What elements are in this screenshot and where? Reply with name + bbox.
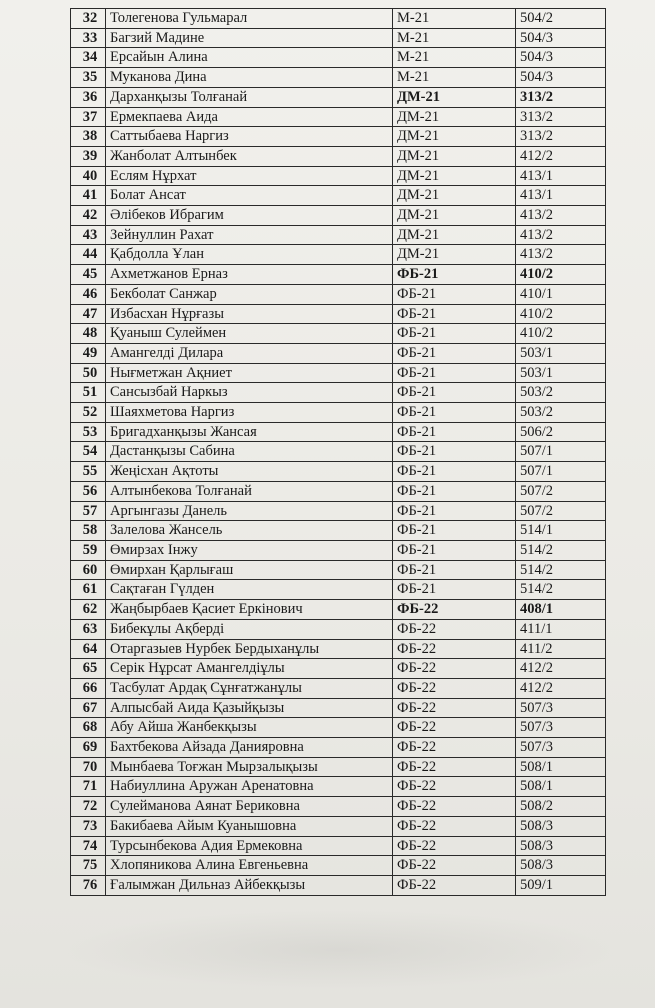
row-number: 60 — [71, 560, 106, 580]
room-number: 507/2 — [516, 501, 606, 521]
row-number: 52 — [71, 403, 106, 423]
group-code: ФБ-21 — [393, 403, 516, 423]
table-row — [71, 856, 606, 876]
room-number: 411/1 — [516, 619, 606, 639]
row-number: 70 — [71, 757, 106, 777]
student-name: Набиуллина Аружан Аренатовна — [106, 777, 393, 797]
room-number: 514/2 — [516, 580, 606, 600]
room-number: 514/1 — [516, 521, 606, 541]
row-number: 47 — [71, 304, 106, 324]
table-row — [71, 186, 606, 206]
table-row — [71, 560, 606, 580]
room-number: 413/2 — [516, 245, 606, 265]
student-name: Толегенова Гульмарал — [106, 9, 393, 29]
student-name: Абу Айша Жанбекқызы — [106, 718, 393, 738]
group-code: ФБ-21 — [393, 462, 516, 482]
student-name: Избасхан Нұрғазы — [106, 304, 393, 324]
student-name: Еслям Нұрхат — [106, 166, 393, 186]
table-row — [71, 442, 606, 462]
room-number: 410/2 — [516, 324, 606, 344]
student-name: Турсынбекова Адия Ермековна — [106, 836, 393, 856]
room-number: 506/2 — [516, 422, 606, 442]
row-number: 62 — [71, 600, 106, 620]
room-number: 508/1 — [516, 777, 606, 797]
student-name: Өмирзах Інжу — [106, 540, 393, 560]
row-number: 72 — [71, 797, 106, 817]
student-name: Отаргазыев Нурбек Бердыханұлы — [106, 639, 393, 659]
student-name: Бригадханқызы Жансая — [106, 422, 393, 442]
row-number: 54 — [71, 442, 106, 462]
student-name: Муканова Дина — [106, 68, 393, 88]
table-row — [71, 501, 606, 521]
student-name: Аргынгазы Данель — [106, 501, 393, 521]
student-name: Бибекұлы Ақберді — [106, 619, 393, 639]
scan-smudge — [60, 910, 620, 990]
student-name: Багзий Мадине — [106, 28, 393, 48]
group-code: ФБ-22 — [393, 875, 516, 895]
room-number: 413/2 — [516, 206, 606, 226]
student-name: Мынбаева Тоғжан Мырзалықызы — [106, 757, 393, 777]
group-code: ФБ-22 — [393, 757, 516, 777]
row-number: 66 — [71, 678, 106, 698]
table-row — [71, 619, 606, 639]
table-row — [71, 127, 606, 147]
group-code: ФБ-21 — [393, 284, 516, 304]
group-code: ДМ-21 — [393, 166, 516, 186]
row-number: 45 — [71, 265, 106, 285]
table-row — [71, 540, 606, 560]
room-number: 508/3 — [516, 836, 606, 856]
room-number: 313/2 — [516, 127, 606, 147]
student-name: Бакибаева Айым Куанышовна — [106, 816, 393, 836]
student-room-table — [70, 8, 606, 896]
group-code: М-21 — [393, 28, 516, 48]
table-row — [71, 738, 606, 758]
group-code: ДМ-21 — [393, 87, 516, 107]
group-code: ФБ-22 — [393, 816, 516, 836]
row-number: 55 — [71, 462, 106, 482]
table-row — [71, 9, 606, 29]
student-name: Алпысбай Аида Қазыйқызы — [106, 698, 393, 718]
row-number: 38 — [71, 127, 106, 147]
student-name: Тасбулат Ардақ Сұнғатжанұлы — [106, 678, 393, 698]
room-number: 412/2 — [516, 146, 606, 166]
group-code: ФБ-22 — [393, 718, 516, 738]
student-name: Қуаныш Сулеймен — [106, 324, 393, 344]
row-number: 39 — [71, 146, 106, 166]
student-name: Жанболат Алтынбек — [106, 146, 393, 166]
table-row — [71, 28, 606, 48]
group-code: ФБ-22 — [393, 738, 516, 758]
student-name: Дарханқызы Толғанай — [106, 87, 393, 107]
group-code: ДМ-21 — [393, 206, 516, 226]
table-row — [71, 521, 606, 541]
student-name: Ерсайын Алина — [106, 48, 393, 68]
room-number: 503/2 — [516, 403, 606, 423]
group-code: ФБ-22 — [393, 619, 516, 639]
table-row — [71, 757, 606, 777]
room-number: 504/3 — [516, 68, 606, 88]
row-number: 75 — [71, 856, 106, 876]
room-number: 412/2 — [516, 659, 606, 679]
row-number: 34 — [71, 48, 106, 68]
student-name: Дастанқызы Сабина — [106, 442, 393, 462]
row-number: 73 — [71, 816, 106, 836]
student-name: Саттыбаева Наргиз — [106, 127, 393, 147]
room-number: 514/2 — [516, 540, 606, 560]
table-row — [71, 600, 606, 620]
group-code: М-21 — [393, 9, 516, 29]
student-name: Сулейманова Аянат Бериковна — [106, 797, 393, 817]
student-name: Жеңісхан Ақтоты — [106, 462, 393, 482]
student-name: Залелова Жансель — [106, 521, 393, 541]
room-number: 508/3 — [516, 856, 606, 876]
group-code: ФБ-21 — [393, 304, 516, 324]
row-number: 40 — [71, 166, 106, 186]
table-row — [71, 462, 606, 482]
group-code: ФБ-22 — [393, 639, 516, 659]
row-number: 49 — [71, 343, 106, 363]
row-number: 32 — [71, 9, 106, 29]
student-name: Сақтаған Гүлден — [106, 580, 393, 600]
room-number: 313/2 — [516, 87, 606, 107]
table-row — [71, 245, 606, 265]
room-number: 504/3 — [516, 48, 606, 68]
student-name: Өмирхан Қарлығаш — [106, 560, 393, 580]
table-row — [71, 48, 606, 68]
row-number: 35 — [71, 68, 106, 88]
group-code: ФБ-21 — [393, 422, 516, 442]
group-code: ФБ-21 — [393, 501, 516, 521]
group-code: ФБ-22 — [393, 698, 516, 718]
table-row — [71, 698, 606, 718]
room-number: 507/3 — [516, 718, 606, 738]
table-row — [71, 304, 606, 324]
room-number: 508/1 — [516, 757, 606, 777]
room-number: 514/2 — [516, 560, 606, 580]
row-number: 36 — [71, 87, 106, 107]
student-name: Ахметжанов Ерназ — [106, 265, 393, 285]
table-row — [71, 797, 606, 817]
table-row — [71, 718, 606, 738]
group-code: ФБ-21 — [393, 540, 516, 560]
group-code: ФБ-21 — [393, 265, 516, 285]
table-row — [71, 422, 606, 442]
group-code: ДМ-21 — [393, 186, 516, 206]
group-code: ФБ-21 — [393, 383, 516, 403]
row-number: 44 — [71, 245, 106, 265]
row-number: 74 — [71, 836, 106, 856]
table-row — [71, 678, 606, 698]
student-name: Болат Ансат — [106, 186, 393, 206]
table-row — [71, 166, 606, 186]
row-number: 57 — [71, 501, 106, 521]
row-number: 64 — [71, 639, 106, 659]
student-name: Әлібеков Ибрагим — [106, 206, 393, 226]
group-code: ФБ-21 — [393, 324, 516, 344]
row-number: 50 — [71, 363, 106, 383]
student-name: Ғалымжан Дильназ Айбекқызы — [106, 875, 393, 895]
group-code: ФБ-21 — [393, 343, 516, 363]
group-code: ФБ-22 — [393, 659, 516, 679]
room-number: 410/1 — [516, 284, 606, 304]
student-name: Сансызбай Наркыз — [106, 383, 393, 403]
student-name: Қабдолла Ұлан — [106, 245, 393, 265]
group-code: ФБ-22 — [393, 856, 516, 876]
group-code: ФБ-21 — [393, 521, 516, 541]
table-row — [71, 265, 606, 285]
group-code: ФБ-21 — [393, 442, 516, 462]
room-number: 411/2 — [516, 639, 606, 659]
student-name: Бахтбекова Айзада Данияровна — [106, 738, 393, 758]
room-number: 313/2 — [516, 107, 606, 127]
row-number: 51 — [71, 383, 106, 403]
row-number: 43 — [71, 225, 106, 245]
row-number: 53 — [71, 422, 106, 442]
table-row — [71, 816, 606, 836]
room-number: 509/1 — [516, 875, 606, 895]
table-row — [71, 481, 606, 501]
table-row — [71, 777, 606, 797]
room-number: 413/1 — [516, 166, 606, 186]
table-row — [71, 875, 606, 895]
room-number: 503/2 — [516, 383, 606, 403]
row-number: 46 — [71, 284, 106, 304]
table-row — [71, 146, 606, 166]
room-number: 410/2 — [516, 265, 606, 285]
room-number: 408/1 — [516, 600, 606, 620]
row-number: 76 — [71, 875, 106, 895]
room-number: 413/1 — [516, 186, 606, 206]
table-row — [71, 324, 606, 344]
group-code: ДМ-21 — [393, 107, 516, 127]
student-name: Зейнуллин Рахат — [106, 225, 393, 245]
group-code: ФБ-21 — [393, 481, 516, 501]
row-number: 59 — [71, 540, 106, 560]
group-code: ДМ-21 — [393, 127, 516, 147]
table-row — [71, 580, 606, 600]
row-number: 71 — [71, 777, 106, 797]
table-row — [71, 225, 606, 245]
group-code: ДМ-21 — [393, 225, 516, 245]
row-number: 69 — [71, 738, 106, 758]
room-number: 507/1 — [516, 442, 606, 462]
student-name: Жаңбырбаев Қасиет Еркінович — [106, 600, 393, 620]
room-number: 413/2 — [516, 225, 606, 245]
table-row — [71, 343, 606, 363]
room-number: 507/3 — [516, 698, 606, 718]
row-number: 67 — [71, 698, 106, 718]
room-number: 503/1 — [516, 343, 606, 363]
row-number: 65 — [71, 659, 106, 679]
table-row — [71, 107, 606, 127]
group-code: ДМ-21 — [393, 146, 516, 166]
group-code: ФБ-21 — [393, 560, 516, 580]
student-name: Алтынбекова Толғанай — [106, 481, 393, 501]
room-number: 412/2 — [516, 678, 606, 698]
room-number: 508/3 — [516, 816, 606, 836]
student-name: Ермекпаева Аида — [106, 107, 393, 127]
row-number: 48 — [71, 324, 106, 344]
room-number: 508/2 — [516, 797, 606, 817]
group-code: ФБ-22 — [393, 777, 516, 797]
group-code: ФБ-22 — [393, 678, 516, 698]
student-name: Бекболат Санжар — [106, 284, 393, 304]
table-row — [71, 383, 606, 403]
group-code: ФБ-21 — [393, 580, 516, 600]
table-row — [71, 68, 606, 88]
row-number: 41 — [71, 186, 106, 206]
room-number: 504/3 — [516, 28, 606, 48]
row-number: 58 — [71, 521, 106, 541]
group-code: М-21 — [393, 68, 516, 88]
table-row — [71, 284, 606, 304]
student-name: Хлопяникова Алина Евгеньевна — [106, 856, 393, 876]
room-number: 504/2 — [516, 9, 606, 29]
group-code: ФБ-21 — [393, 363, 516, 383]
student-name: Серік Нұрсат Амангелдіұлы — [106, 659, 393, 679]
room-number: 507/3 — [516, 738, 606, 758]
room-number: 507/2 — [516, 481, 606, 501]
row-number: 61 — [71, 580, 106, 600]
student-name: Шаяхметова Наргиз — [106, 403, 393, 423]
student-name: Нығметжан Ақниет — [106, 363, 393, 383]
group-code: М-21 — [393, 48, 516, 68]
row-number: 37 — [71, 107, 106, 127]
group-code: ФБ-22 — [393, 600, 516, 620]
table-row — [71, 87, 606, 107]
room-number: 507/1 — [516, 462, 606, 482]
room-number: 503/1 — [516, 363, 606, 383]
group-code: ФБ-22 — [393, 836, 516, 856]
table-row — [71, 403, 606, 423]
student-name: Амангелді Дилара — [106, 343, 393, 363]
row-number: 63 — [71, 619, 106, 639]
row-number: 33 — [71, 28, 106, 48]
table-row — [71, 659, 606, 679]
room-number: 410/2 — [516, 304, 606, 324]
table-row — [71, 363, 606, 383]
row-number: 42 — [71, 206, 106, 226]
row-number: 68 — [71, 718, 106, 738]
group-code: ДМ-21 — [393, 245, 516, 265]
row-number: 56 — [71, 481, 106, 501]
table-row — [71, 639, 606, 659]
table-body — [71, 9, 606, 896]
table-row — [71, 836, 606, 856]
table-row — [71, 206, 606, 226]
group-code: ФБ-22 — [393, 797, 516, 817]
